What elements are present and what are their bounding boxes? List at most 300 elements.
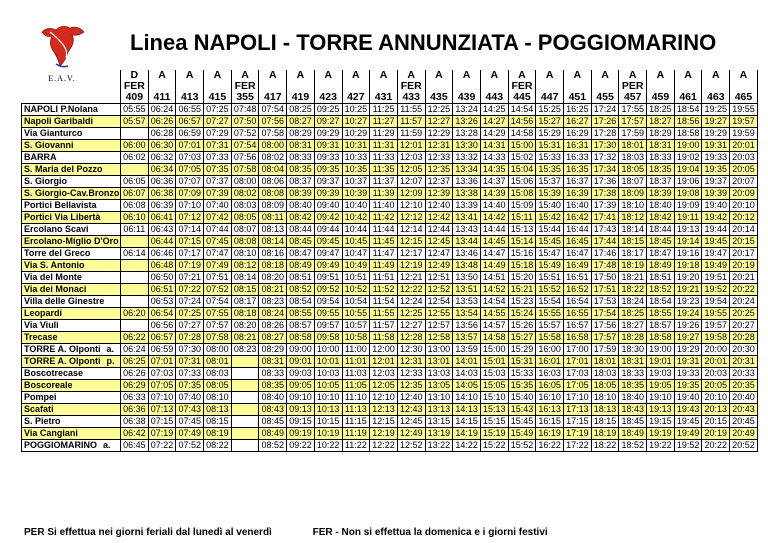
header-cell (204, 81, 232, 92)
time-cell: 18:27 (647, 116, 675, 128)
time-cell: 19:43 (674, 404, 702, 416)
time-cell: 06:50 (148, 272, 176, 284)
header-cell: 439 (453, 92, 481, 104)
time-cell: 19:31 (674, 356, 702, 368)
time-cell: 08:58 (287, 332, 315, 344)
time-cell: 18:30 (619, 344, 647, 356)
header-cell: 423 (314, 92, 342, 104)
time-cell: 07:01 (176, 140, 204, 152)
time-cell: 07:19 (176, 260, 204, 272)
time-cell: 20:43 (730, 404, 758, 416)
time-cell: 07:10 (176, 200, 204, 212)
time-cell: 06:39 (148, 200, 176, 212)
time-cell: 06:26 (121, 368, 149, 380)
time-cell (231, 440, 259, 452)
time-cell: 08:27 (259, 332, 287, 344)
time-cell: 20:17 (730, 248, 758, 260)
time-cell: 19:35 (674, 380, 702, 392)
time-cell: 20:33 (730, 368, 758, 380)
header-row-train-numbers (22, 92, 758, 104)
header-cell: 457 (619, 92, 647, 104)
time-cell: 06:25 (121, 356, 149, 368)
time-cell: 20:01 (730, 140, 758, 152)
time-cell: 10:05 (314, 380, 342, 392)
table-row (22, 200, 758, 212)
time-cell: 07:05 (176, 164, 204, 176)
time-cell: 12:10 (397, 200, 425, 212)
time-cell: 15:45 (536, 236, 564, 248)
time-cell: 17:34 (591, 164, 619, 176)
time-cell: 06:24 (121, 344, 149, 356)
time-cell: 16:42 (564, 212, 592, 224)
time-cell: 15:47 (536, 248, 564, 260)
time-cell: 12:01 (397, 140, 425, 152)
time-cell: 17:22 (564, 440, 592, 452)
time-cell: 16:13 (536, 404, 564, 416)
time-cell: 14:33 (480, 152, 508, 164)
time-cell: 18:13 (591, 404, 619, 416)
time-cell: 20:25 (730, 308, 758, 320)
time-cell: 18:22 (591, 440, 619, 452)
time-cell: 07:03 (148, 368, 176, 380)
time-cell: 13:15 (425, 416, 453, 428)
time-cell: 06:00 (121, 140, 149, 152)
time-cell: 08:57 (287, 320, 315, 332)
table-row (22, 260, 758, 272)
time-cell: 15:42 (536, 212, 564, 224)
time-cell: 06:22 (121, 332, 149, 344)
time-cell: 11:33 (370, 152, 398, 164)
time-cell: 15:54 (536, 296, 564, 308)
time-cell: 06:46 (148, 248, 176, 260)
time-cell: 09:15 (287, 416, 315, 428)
time-cell: 18:05 (619, 164, 647, 176)
time-cell: 09:22 (287, 440, 315, 452)
time-cell: 07:33 (176, 368, 204, 380)
time-cell: 15:31 (536, 140, 564, 152)
time-cell: 19:27 (702, 116, 730, 128)
time-cell: 14:52 (480, 284, 508, 296)
time-cell: 16:27 (564, 116, 592, 128)
time-cell: 09:52 (314, 284, 342, 296)
time-cell: 12:49 (425, 260, 453, 272)
time-cell: 13:28 (453, 128, 481, 140)
time-cell: 08:18 (259, 260, 287, 272)
time-cell: 08:10 (204, 392, 232, 404)
time-cell: 06:08 (121, 200, 149, 212)
time-cell: 08:40 (287, 200, 315, 212)
time-cell: 08:43 (259, 404, 287, 416)
time-cell: 18:03 (591, 368, 619, 380)
table-row (22, 296, 758, 308)
time-cell: 07:22 (176, 284, 204, 296)
time-cell: 17:28 (591, 128, 619, 140)
time-cell: 13:51 (453, 284, 481, 296)
time-cell: 09:31 (314, 140, 342, 152)
header-cell: 417 (259, 92, 287, 104)
time-cell: 07:03 (176, 152, 204, 164)
header-cell (453, 81, 481, 92)
time-cell (121, 164, 149, 176)
time-cell: 10:10 (314, 392, 342, 404)
header-cell: A (176, 70, 204, 81)
time-cell: 12:25 (397, 308, 425, 320)
time-cell: 08:00 (204, 344, 232, 356)
time-cell: 15:11 (508, 212, 536, 224)
table-row (22, 128, 758, 140)
time-cell: 18:25 (619, 308, 647, 320)
time-cell: 19:52 (674, 440, 702, 452)
time-cell: 11:03 (342, 368, 370, 380)
header-cell: FER (121, 81, 149, 92)
time-cell: 06:57 (176, 116, 204, 128)
time-cell: 19:29 (702, 128, 730, 140)
header-cell: A (314, 70, 342, 81)
time-cell: 13:03 (425, 368, 453, 380)
time-cell: 14:49 (480, 260, 508, 272)
table-row (22, 356, 758, 368)
time-cell: 18:31 (647, 140, 675, 152)
time-cell: 08:39 (287, 188, 315, 200)
time-cell: 12:25 (425, 104, 453, 116)
header-row-days (22, 81, 758, 92)
time-cell: 15:05 (480, 380, 508, 392)
time-cell: 11:22 (342, 440, 370, 452)
time-cell: 18:21 (619, 272, 647, 284)
time-cell: 16:51 (564, 272, 592, 284)
time-cell: 19:54 (702, 296, 730, 308)
time-cell: 18:44 (647, 224, 675, 236)
header-cell: 459 (647, 92, 675, 104)
time-cell: 11:29 (370, 128, 398, 140)
header-cell: A (287, 70, 315, 81)
time-cell: 18:57 (647, 320, 675, 332)
time-cell: 07:45 (176, 416, 204, 428)
time-cell: 12:22 (397, 284, 425, 296)
time-cell: 08:33 (287, 152, 315, 164)
header-cell (564, 81, 592, 92)
header-cell: A (259, 70, 287, 81)
time-cell: 11:59 (397, 128, 425, 140)
time-cell: 11:01 (342, 356, 370, 368)
time-cell: 19:25 (702, 104, 730, 116)
station-name: Leopardi (22, 308, 121, 320)
time-cell: 06:51 (148, 284, 176, 296)
time-cell: 13:43 (453, 224, 481, 236)
time-cell: 13:05 (425, 380, 453, 392)
time-cell: 16:03 (536, 368, 564, 380)
time-cell: 14:58 (508, 128, 536, 140)
time-cell: 16:25 (564, 104, 592, 116)
time-cell: 13:26 (453, 116, 481, 128)
time-cell: 19:39 (702, 188, 730, 200)
time-cell: 08:31 (287, 140, 315, 152)
time-cell: 19:00 (674, 140, 702, 152)
time-cell: 11:45 (370, 236, 398, 248)
time-cell: 16:39 (564, 188, 592, 200)
time-cell: 17:32 (591, 152, 619, 164)
footnote-per: PER Si effettua nei giorni feriali dal lunedì al venerdì (24, 527, 272, 538)
header-cell (342, 81, 370, 92)
time-cell: 15:57 (536, 320, 564, 332)
header-cell: 415 (204, 92, 232, 104)
time-cell: 19:02 (674, 152, 702, 164)
time-cell: 09:47 (314, 248, 342, 260)
time-cell: 20:27 (730, 320, 758, 332)
time-cell: 09:10 (287, 392, 315, 404)
time-cell: 15:00 (508, 140, 536, 152)
time-cell: 17:19 (564, 428, 592, 440)
header-cell: 451 (564, 92, 592, 104)
time-cell: 15:04 (508, 164, 536, 176)
header-cell: 413 (176, 92, 204, 104)
header-cell: PER (619, 81, 647, 92)
time-cell: 15:39 (536, 188, 564, 200)
time-cell: 11:39 (370, 188, 398, 200)
time-cell: 12:51 (425, 272, 453, 284)
time-cell: 17:13 (564, 404, 592, 416)
time-cell: 06:42 (121, 428, 149, 440)
time-cell: 19:20 (674, 272, 702, 284)
time-cell: 07:40 (176, 392, 204, 404)
time-cell: 06:11 (121, 224, 149, 236)
time-cell: 07:47 (204, 248, 232, 260)
time-cell: 08:08 (259, 188, 287, 200)
time-cell: 06:20 (121, 308, 149, 320)
time-cell: 19:42 (702, 212, 730, 224)
time-cell: 20:19 (702, 428, 730, 440)
time-cell: 07:58 (231, 164, 259, 176)
time-cell: 08:17 (231, 296, 259, 308)
time-cell: 18:12 (619, 212, 647, 224)
time-cell: 12:33 (397, 368, 425, 380)
time-cell: 18:10 (591, 392, 619, 404)
time-cell: 19:29 (674, 344, 702, 356)
time-cell: 13:46 (453, 248, 481, 260)
time-cell: 19:37 (702, 176, 730, 188)
time-cell: 10:52 (342, 284, 370, 296)
time-cell: 08:01 (204, 356, 232, 368)
time-cell: 19:10 (647, 392, 675, 404)
header-cell (674, 81, 702, 92)
time-cell: 12:05 (370, 380, 398, 392)
time-cell: 15:06 (508, 176, 536, 188)
time-cell: 08:24 (259, 308, 287, 320)
time-cell: 20:10 (702, 392, 730, 404)
time-cell: 08:27 (287, 116, 315, 128)
time-cell: 17:44 (591, 236, 619, 248)
time-cell: 06:07 (121, 188, 149, 200)
header-cell: A (674, 70, 702, 81)
header-cell: A (564, 70, 592, 81)
time-cell: 08:55 (287, 308, 315, 320)
time-cell: 06:44 (148, 236, 176, 248)
time-cell: 10:44 (342, 224, 370, 236)
time-cell: 16:57 (564, 320, 592, 332)
time-cell: 08:18 (231, 308, 259, 320)
time-cell: 12:03 (370, 368, 398, 380)
time-cell: 15:18 (508, 260, 536, 272)
time-cell: 13:01 (425, 356, 453, 368)
time-cell: 12:43 (397, 404, 425, 416)
time-cell: 20:22 (730, 284, 758, 296)
time-cell: 16:52 (564, 284, 592, 296)
time-cell: 19:21 (674, 284, 702, 296)
table-row (22, 224, 758, 236)
time-cell: 07:24 (176, 296, 204, 308)
time-cell: 10:31 (342, 140, 370, 152)
time-cell: 12:45 (397, 416, 425, 428)
time-cell: 15:49 (508, 428, 536, 440)
time-cell: 07:54 (259, 104, 287, 116)
table-row (22, 428, 758, 440)
header-cell: FER (397, 81, 425, 92)
time-cell: 07:01 (148, 356, 176, 368)
time-cell: 19:35 (702, 164, 730, 176)
time-cell: 11:57 (397, 116, 425, 128)
time-cell: 18:47 (647, 248, 675, 260)
station-name: BARRA (22, 152, 121, 164)
time-cell: 11:15 (342, 416, 370, 428)
time-cell: 08:42 (287, 212, 315, 224)
time-cell: 20:01 (702, 356, 730, 368)
time-cell: 18:33 (619, 368, 647, 380)
time-cell: 08:16 (259, 248, 287, 260)
time-cell: 07:27 (204, 116, 232, 128)
time-cell: 07:27 (176, 320, 204, 332)
time-cell: 09:58 (314, 332, 342, 344)
time-cell: 20:35 (730, 380, 758, 392)
time-cell: 15:01 (480, 356, 508, 368)
time-cell: 09:33 (314, 152, 342, 164)
time-cell: 07:37 (204, 176, 232, 188)
time-cell: 18:45 (619, 416, 647, 428)
time-cell: 19:13 (674, 224, 702, 236)
station-name: Villa delle Ginestre (22, 296, 121, 308)
time-cell: 16:40 (564, 200, 592, 212)
time-cell: 15:27 (536, 116, 564, 128)
time-cell: 10:45 (342, 236, 370, 248)
time-cell: 19:06 (674, 176, 702, 188)
table-row (22, 416, 758, 428)
time-cell: 20:22 (702, 440, 730, 452)
time-cell: 06:45 (121, 440, 149, 452)
header-cell: FER (231, 81, 259, 92)
time-cell: 18:17 (619, 248, 647, 260)
time-cell: 18:54 (674, 104, 702, 116)
time-cell: 16:31 (564, 140, 592, 152)
time-cell: 06:36 (148, 176, 176, 188)
time-cell: 19:24 (674, 308, 702, 320)
time-cell: 12:37 (425, 176, 453, 188)
time-cell: 16:22 (536, 440, 564, 452)
time-cell: 07:12 (176, 212, 204, 224)
time-cell: 14:42 (480, 212, 508, 224)
time-cell (121, 260, 149, 272)
time-cell: 12:03 (397, 152, 425, 164)
time-cell: 09:42 (314, 212, 342, 224)
time-cell: 11:31 (370, 140, 398, 152)
table-row (22, 380, 758, 392)
station-name: NAPOLI P.Nolana (22, 104, 121, 116)
time-cell: 18:09 (619, 188, 647, 200)
time-cell: 11:51 (370, 272, 398, 284)
time-cell: 08:08 (231, 236, 259, 248)
header-blank-cell (22, 92, 121, 104)
time-cell: 14:01 (453, 356, 481, 368)
time-cell: 10:40 (342, 200, 370, 212)
header-cell: 435 (425, 92, 453, 104)
time-cell: 17:57 (591, 332, 619, 344)
time-cell: 18:24 (619, 296, 647, 308)
time-cell: 18:51 (647, 272, 675, 284)
time-cell: 18:15 (619, 236, 647, 248)
time-cell: 06:05 (121, 176, 149, 188)
time-cell: 13:44 (453, 236, 481, 248)
time-cell: 20:05 (702, 380, 730, 392)
time-cell: 14:44 (480, 224, 508, 236)
time-cell: 15:09 (508, 200, 536, 212)
time-cell: 07:35 (204, 164, 232, 176)
table-row (22, 404, 758, 416)
time-cell: 15:27 (508, 332, 536, 344)
time-cell: 07:56 (259, 116, 287, 128)
time-cell: 15:21 (508, 284, 536, 296)
station-name: Portici Bellavista (22, 200, 121, 212)
time-cell: 17:54 (591, 308, 619, 320)
time-cell (121, 236, 149, 248)
time-cell: 07:33 (204, 152, 232, 164)
header-cell (702, 81, 730, 92)
time-cell: 16:44 (564, 224, 592, 236)
time-cell: 17:30 (591, 140, 619, 152)
station-name: Boscoreale (22, 380, 121, 392)
time-cell: 14:57 (480, 320, 508, 332)
time-cell: 20:45 (730, 416, 758, 428)
time-cell: 18:45 (647, 236, 675, 248)
time-cell: 09:03 (287, 368, 315, 380)
time-cell: 15:49 (536, 260, 564, 272)
time-cell: 13:32 (453, 152, 481, 164)
time-cell: 08:52 (259, 440, 287, 452)
time-cell: 19:01 (647, 356, 675, 368)
time-cell: 06:34 (148, 164, 176, 176)
time-cell: 14:05 (453, 380, 481, 392)
station-name: S. Giorgio-Cav.Bronzo (22, 188, 121, 200)
time-cell: 08:29 (259, 344, 287, 356)
time-cell: 14:13 (453, 404, 481, 416)
time-cell: 19:33 (702, 152, 730, 164)
time-cell: 19:13 (647, 404, 675, 416)
time-cell: 17:39 (591, 200, 619, 212)
time-cell: 18:07 (619, 176, 647, 188)
time-cell: 08:49 (259, 428, 287, 440)
time-cell: 11:27 (370, 116, 398, 128)
time-cell: 18:39 (647, 188, 675, 200)
time-cell: 18:14 (619, 224, 647, 236)
time-cell: 06:26 (148, 116, 176, 128)
time-cell: 16:45 (564, 236, 592, 248)
time-cell: 08:00 (259, 140, 287, 152)
time-cell: 08:09 (259, 200, 287, 212)
time-cell: 17:36 (591, 176, 619, 188)
time-cell: 18:55 (647, 308, 675, 320)
table-row (22, 176, 758, 188)
header-cell: A (397, 70, 425, 81)
time-cell: 06:32 (148, 152, 176, 164)
time-cell: 07:15 (176, 236, 204, 248)
header-cell: A (342, 70, 370, 81)
